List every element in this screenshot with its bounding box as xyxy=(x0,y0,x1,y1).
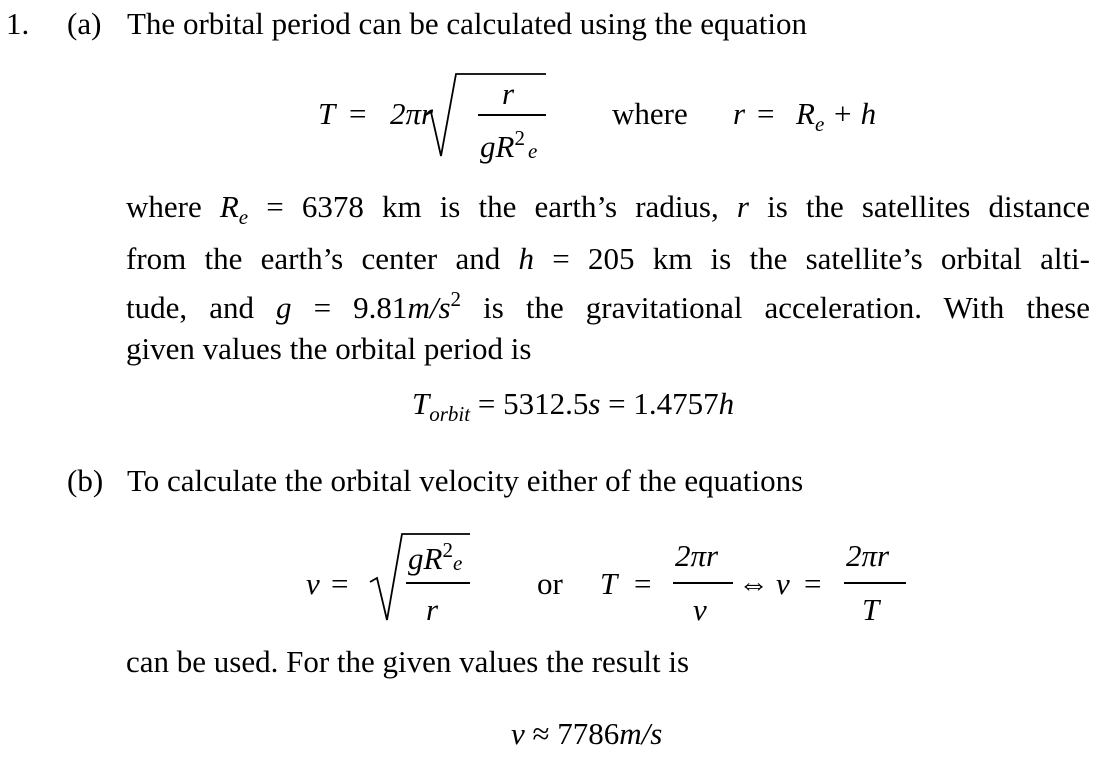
eq2-v: v xyxy=(306,566,320,601)
eq1-where: where xyxy=(612,96,688,131)
eq3-frac-bar xyxy=(673,582,733,584)
eq2-num: $gR^2$ xyxy=(408,538,453,576)
eq3-v: v xyxy=(776,566,790,601)
part-a-intro: The orbital period can be calculated using the equation xyxy=(127,6,808,41)
eq2-or: or xyxy=(537,566,563,601)
eq1-den-sub: e xyxy=(528,139,538,163)
eq3-v-equals: = xyxy=(804,566,822,601)
part-a-label: (a) xyxy=(67,6,102,41)
problem-number: 1. xyxy=(6,6,30,41)
eq2-frac-bar xyxy=(406,582,470,584)
part-a-paragraph xyxy=(126,186,1090,369)
eq1-num: r xyxy=(502,76,515,111)
eq3-den: v xyxy=(693,592,707,627)
eq1-r-equals: = xyxy=(757,96,775,131)
para-line-2: from the earth’s center and h = 205 km is the satellite’s orbital alti- xyxy=(126,241,1090,276)
eq4-num: 2πr xyxy=(846,538,890,573)
eq2-den: r xyxy=(426,592,439,627)
eq3-T: T xyxy=(600,566,618,601)
eq3-num: 2πr xyxy=(675,538,719,573)
eq1-den: $gR^2$ xyxy=(480,126,525,164)
eq1-frac-bar xyxy=(478,114,546,116)
para-line-1: where $R_e = 6378$ km is the earth’s radius, r is the satellites distance xyxy=(126,189,1091,229)
eq1-r: r xyxy=(733,96,746,131)
part-b-intro: To calculate the orbital velocity either of the equations xyxy=(127,463,804,498)
velocity-result: v ≈ 7786m/s xyxy=(511,716,663,751)
eq1-equals: = xyxy=(349,96,367,131)
eq1-r-def: $R_e + h$ xyxy=(796,96,877,136)
para-line-4: given values the orbital period is xyxy=(126,331,532,366)
iff-arrow: ⇔ xyxy=(738,566,769,601)
eq1-coef: 2πr xyxy=(390,96,434,131)
eq1-T: T xyxy=(318,96,336,131)
eq2-num-sub: e xyxy=(453,551,463,575)
part-b-label: (b) xyxy=(67,463,104,498)
part-b-after: can be used. For the given values the result is xyxy=(126,644,690,679)
period-result: $T_{orbit} = 5312.5s = 1.4757h$ xyxy=(412,386,735,426)
eq4-den: T xyxy=(862,592,880,627)
para-line-3: tude, and $g = 9.81m/s^2$ is the gravitational acceleration. With these xyxy=(126,287,1091,325)
eq4-frac-bar xyxy=(844,582,906,584)
eq2-equals: = xyxy=(331,566,349,601)
eq3-equals: = xyxy=(634,566,652,601)
